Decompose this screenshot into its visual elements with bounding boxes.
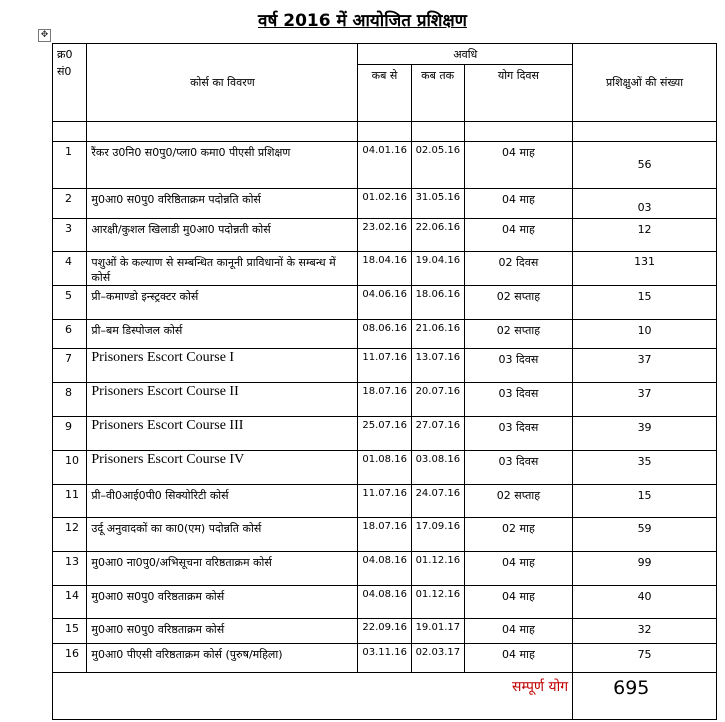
row-serial-number: 8 (53, 383, 87, 417)
row-trainee-count: 99 (573, 552, 717, 586)
row-to-date: 18.06.16 (411, 286, 464, 320)
row-course-description: प्री–वी0आई0पी0 सिक्योरिटी कोर्स (87, 485, 358, 518)
row-trainee-count: 37 (573, 383, 717, 417)
row-trainee-count: 12 (573, 219, 717, 252)
row-trainee-count: 35 (573, 451, 717, 485)
row-serial-number: 16 (53, 644, 87, 673)
row-serial-number: 6 (53, 320, 87, 349)
row-course-description: आरक्षी/कुशल खिलाडी मु0आ0 पदोन्नती कोर्स (87, 219, 358, 252)
row-from-date: 04.06.16 (358, 286, 411, 320)
table-row (53, 320, 717, 349)
row-to-date: 19.01.17 (411, 619, 464, 644)
row-course-description: प्री–कमाण्डो इन्स्ट्रक्टर कोर्स (87, 286, 358, 320)
spacer-row (53, 122, 717, 142)
row-total-days: 04 माह (464, 142, 572, 189)
row-serial-number: 15 (53, 619, 87, 644)
row-serial-number: 14 (53, 586, 87, 619)
row-to-date: 01.12.16 (411, 552, 464, 586)
row-course-description: मु0आ0 स0पु0 वरिष्ठिताक्रम पदोन्नति कोर्स (87, 189, 358, 219)
row-from-date: 18.07.16 (358, 518, 411, 552)
row-to-date: 22.06.16 (411, 219, 464, 252)
header-serial-number: क्र0 सं0 (53, 44, 87, 122)
row-total-days: 04 माह (464, 644, 572, 673)
row-trainee-count: 10 (573, 320, 717, 349)
row-trainee-count: 32 (573, 619, 717, 644)
row-course-description: मु0आ0 स0पु0 वरिष्ठताक्रम कोर्स (87, 586, 358, 619)
table-row (53, 349, 717, 383)
row-from-date: 11.07.16 (358, 349, 411, 383)
row-serial-number: 13 (53, 552, 87, 586)
row-to-date: 20.07.16 (411, 383, 464, 417)
row-serial-number: 12 (53, 518, 87, 552)
table-row (53, 619, 717, 644)
row-from-date: 01.02.16 (358, 189, 411, 219)
table-move-handle-icon[interactable]: ✥ (38, 29, 51, 42)
row-total-days: 03 दिवस (464, 417, 572, 451)
row-total-days: 02 सप्ताह (464, 485, 572, 518)
row-total-days: 04 माह (464, 619, 572, 644)
total-row (53, 673, 717, 720)
table-row (53, 518, 717, 552)
row-from-date: 25.07.16 (358, 417, 411, 451)
row-from-date: 11.07.16 (358, 485, 411, 518)
row-course-description: Prisoners Escort Course I (87, 349, 358, 383)
row-total-days: 04 माह (464, 552, 572, 586)
total-label: सम्पूर्ण योग (53, 673, 573, 720)
row-total-days: 03 दिवस (464, 451, 572, 485)
row-course-description: Prisoners Escort Course II (87, 383, 358, 417)
row-serial-number: 4 (53, 252, 87, 286)
header-to: कब तक (411, 65, 464, 122)
page-title: वर्ष 2016 में आयोजित प्रशिक्षण (258, 11, 467, 31)
row-course-description: पशुओं के कल्याण से सम्बन्धित कानूनी प्राविधानों के सम्बन्ध में कोर्स (87, 252, 358, 286)
header-trainee-count: प्रशिक्षुओं की संख्या (573, 44, 717, 122)
row-serial-number: 1 (53, 142, 87, 189)
row-course-description: रैंकर उ0नि0 स0पु0/प्ला0 कमा0 पीएसी प्रशिक्षण (87, 142, 358, 189)
table-row (53, 286, 717, 320)
row-to-date: 02.03.17 (411, 644, 464, 673)
row-total-days: 02 दिवस (464, 252, 572, 286)
row-serial-number: 7 (53, 349, 87, 383)
row-from-date: 18.07.16 (358, 383, 411, 417)
row-total-days: 04 माह (464, 189, 572, 219)
row-total-days: 02 सप्ताह (464, 320, 572, 349)
row-trainee-count: 39 (573, 417, 717, 451)
row-trainee-count: 15 (573, 485, 717, 518)
table-row (53, 552, 717, 586)
row-course-description: Prisoners Escort Course IV (87, 451, 358, 485)
row-trainee-count: 15 (573, 286, 717, 320)
row-course-description: मु0आ0 ना0पु0/अभिसूचना वरिष्ठताक्रम कोर्स (87, 552, 358, 586)
row-to-date: 24.07.16 (411, 485, 464, 518)
row-course-description: उर्दू अनुवादकों का का0(एम) पदोन्नति कोर्स (87, 518, 358, 552)
row-course-description: मु0आ0 स0पु0 वरिष्ठताक्रम कोर्स (87, 619, 358, 644)
table-row (53, 586, 717, 619)
header-period: अवधि (358, 44, 573, 65)
row-total-days: 04 माह (464, 219, 572, 252)
row-total-days: 02 सप्ताह (464, 286, 572, 320)
total-value: 695 (573, 673, 717, 720)
header-from: कब से (358, 65, 411, 122)
row-trainee-count: 37 (573, 349, 717, 383)
row-serial-number: 11 (53, 485, 87, 518)
row-to-date: 01.12.16 (411, 586, 464, 619)
row-to-date: 31.05.16 (411, 189, 464, 219)
row-from-date: 22.09.16 (358, 619, 411, 644)
row-total-days: 04 माह (464, 586, 572, 619)
row-trainee-count: 131 (573, 252, 717, 286)
header-total-days: योग दिवस (464, 65, 572, 122)
row-to-date: 19.04.16 (411, 252, 464, 286)
row-from-date: 04.08.16 (358, 552, 411, 586)
row-serial-number: 2 (53, 189, 87, 219)
header-description: कोर्स का विवरण (87, 44, 358, 122)
table-row (53, 451, 717, 485)
row-serial-number: 5 (53, 286, 87, 320)
row-trainee-count: 75 (573, 644, 717, 673)
table-row (53, 219, 717, 252)
row-trainee-count: 59 (573, 518, 717, 552)
training-table (52, 43, 717, 720)
row-total-days: 03 दिवस (464, 383, 572, 417)
row-course-description: Prisoners Escort Course III (87, 417, 358, 451)
table-row (53, 417, 717, 451)
row-from-date: 23.02.16 (358, 219, 411, 252)
row-to-date: 02.05.16 (411, 142, 464, 189)
row-to-date: 21.06.16 (411, 320, 464, 349)
row-to-date: 03.08.16 (411, 451, 464, 485)
table-row (53, 485, 717, 518)
row-total-days: 03 दिवस (464, 349, 572, 383)
row-course-description: प्री–बम डिस्पोजल कोर्स (87, 320, 358, 349)
row-to-date: 27.07.16 (411, 417, 464, 451)
row-course-description: मु0आ0 पीएसी वरिष्ठताक्रम कोर्स (पुरुष/महिला) (87, 644, 358, 673)
table-row (53, 142, 717, 189)
table-row (53, 644, 717, 673)
row-to-date: 17.09.16 (411, 518, 464, 552)
row-from-date: 01.08.16 (358, 451, 411, 485)
row-total-days: 02 माह (464, 518, 572, 552)
row-from-date: 04.08.16 (358, 586, 411, 619)
row-serial-number: 9 (53, 417, 87, 451)
table-row (53, 383, 717, 417)
row-trainee-count: 03 (573, 189, 717, 219)
row-trainee-count: 40 (573, 586, 717, 619)
table-row (53, 189, 717, 219)
row-serial-number: 3 (53, 219, 87, 252)
row-from-date: 08.06.16 (358, 320, 411, 349)
row-from-date: 03.11.16 (358, 644, 411, 673)
row-trainee-count: 56 (573, 142, 717, 189)
row-from-date: 04.01.16 (358, 142, 411, 189)
row-serial-number: 10 (53, 451, 87, 485)
row-from-date: 18.04.16 (358, 252, 411, 286)
table-row (53, 252, 717, 286)
row-to-date: 13.07.16 (411, 349, 464, 383)
